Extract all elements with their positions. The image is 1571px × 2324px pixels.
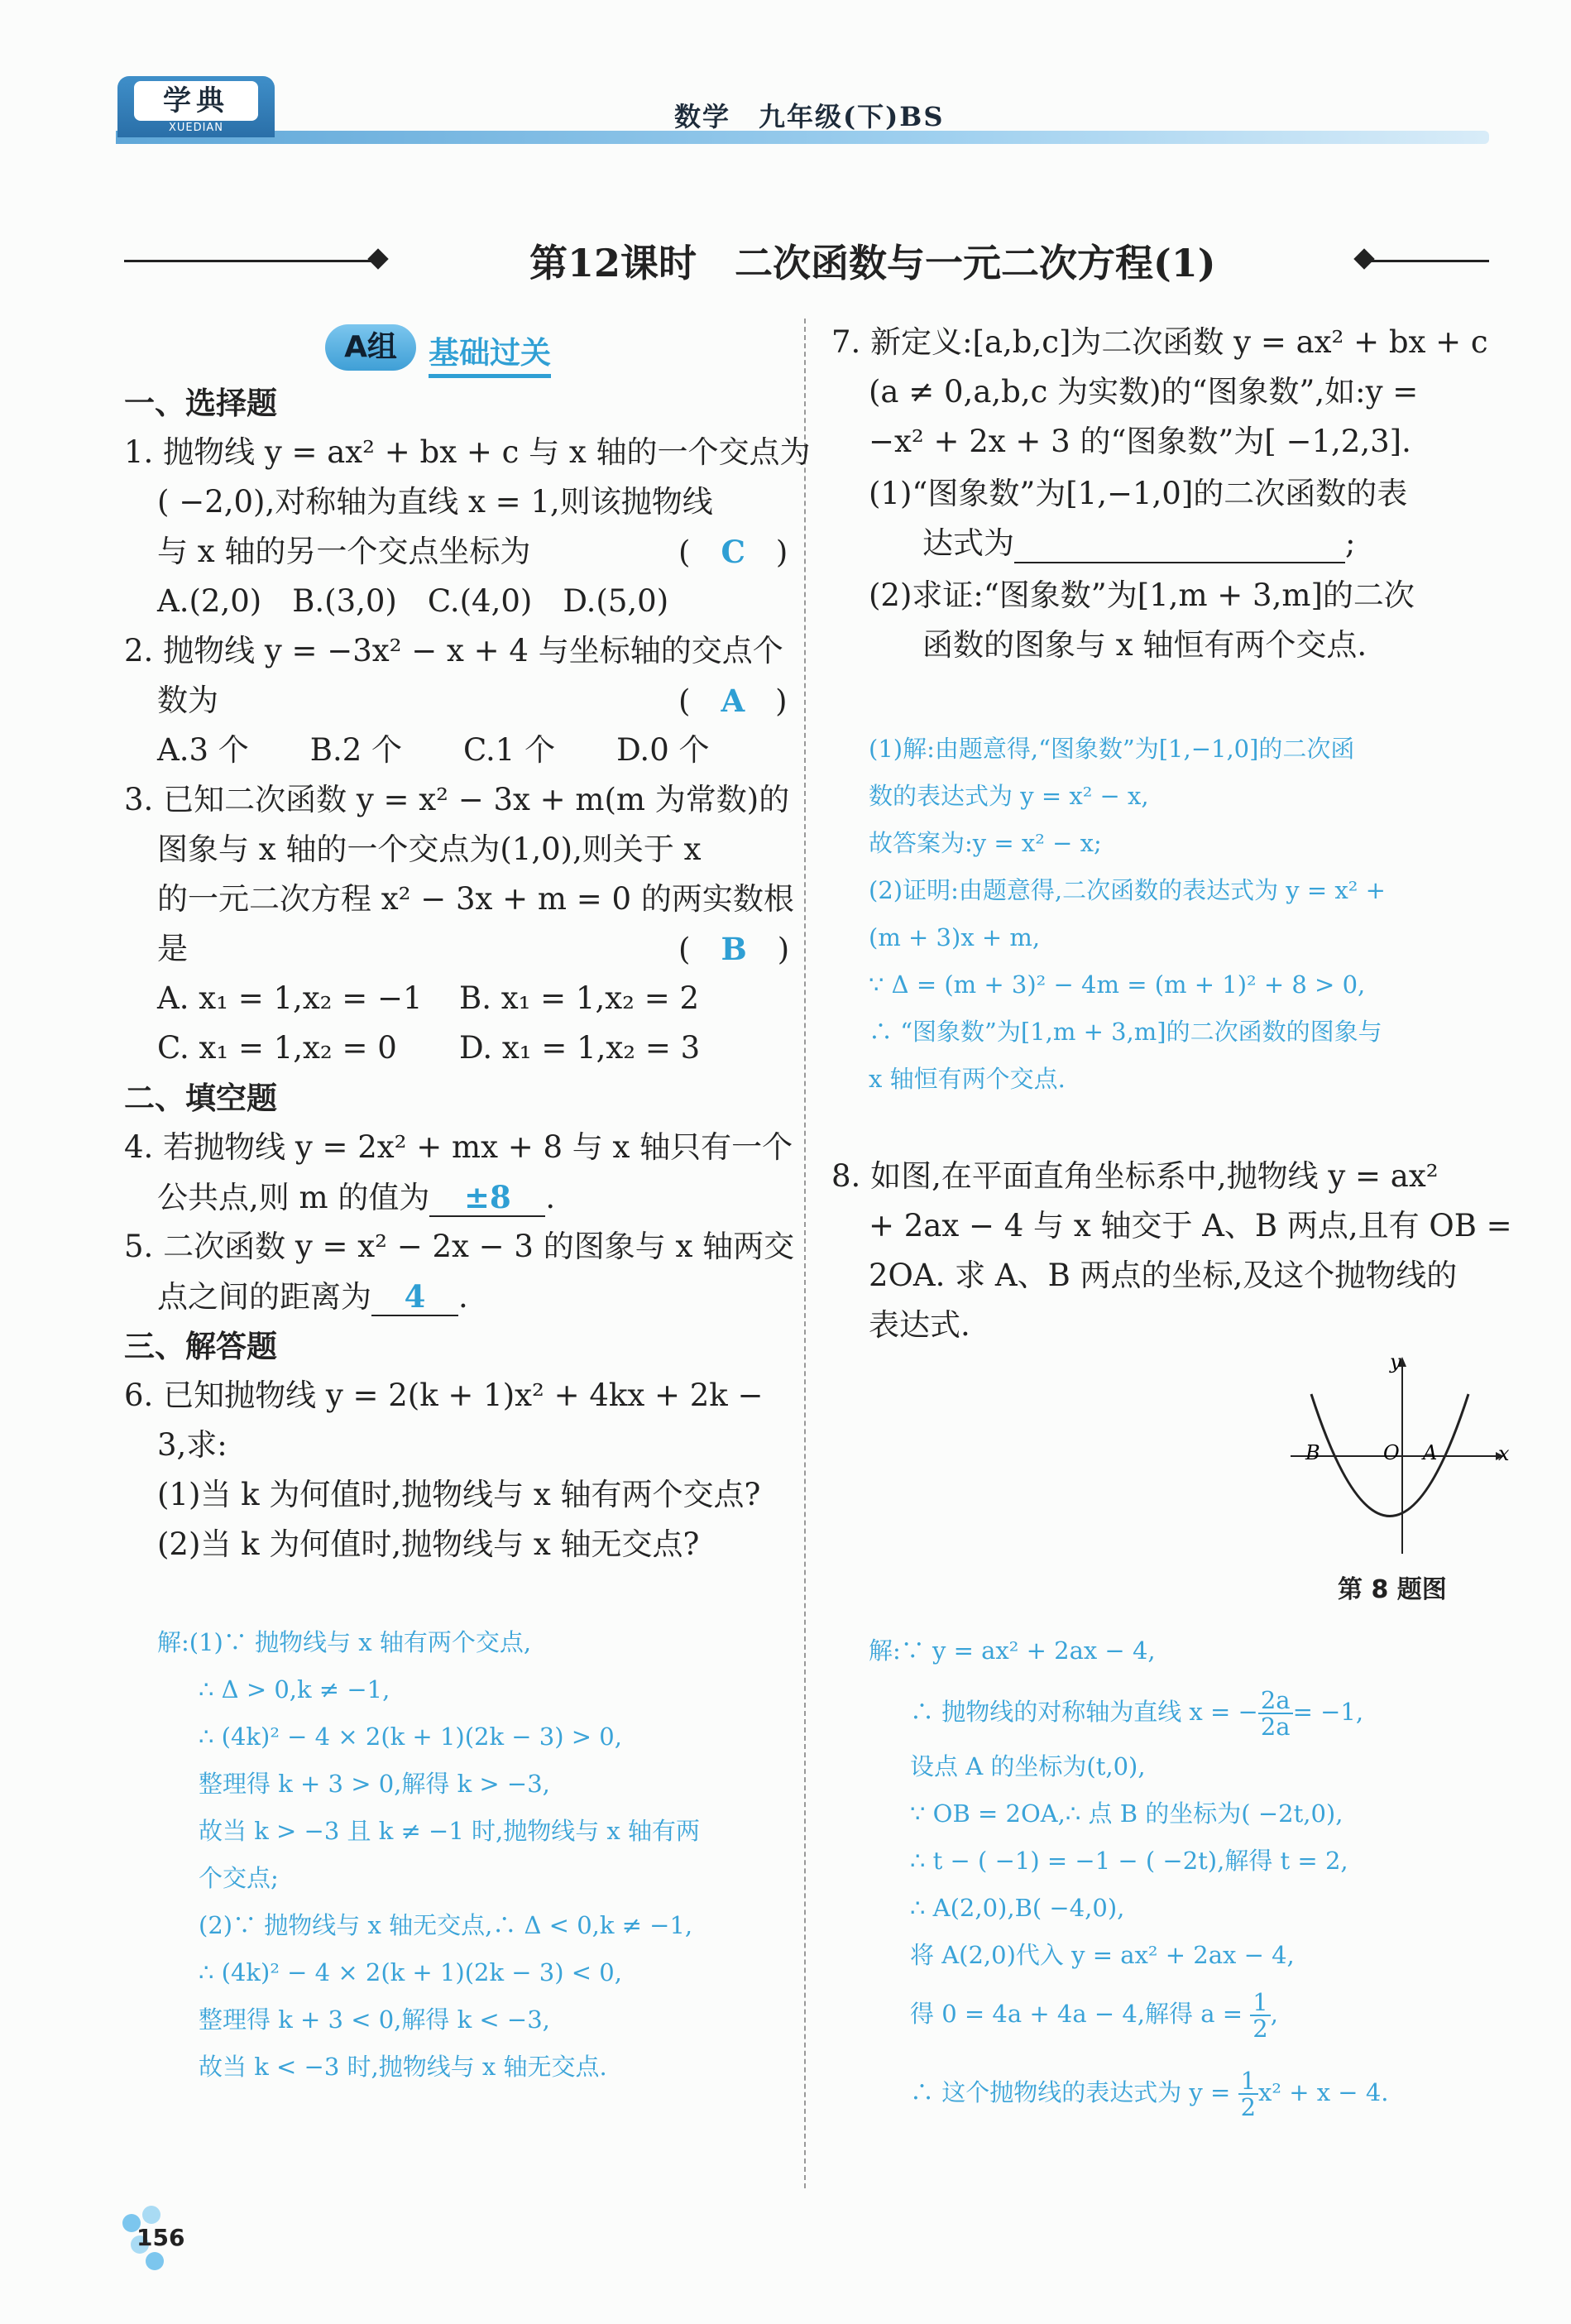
group-badge: A组	[325, 324, 416, 371]
q7-line: 达式为 ;	[922, 525, 1355, 563]
q6-line: (1)当 k 为何值时,抛物线与 x 轴有两个交点?	[157, 1477, 761, 1512]
q6-line: (2)当 k 为何值时,抛物线与 x 轴无交点?	[157, 1526, 700, 1562]
q3-line: 的一元二次方程 x² − 3x + m = 0 的两实数根	[157, 881, 794, 917]
q6-solution-line: 故当 k < −3 时,抛物线与 x 轴无交点.	[199, 2053, 607, 2081]
q1-line: 1. 抛物线 y = ax² + bx + c 与 x 轴的一个交点为	[124, 434, 811, 470]
q1-answer: ( C )	[678, 534, 788, 570]
q2-answer: ( A )	[678, 683, 788, 719]
q8-solution-line: ∴ 抛物线的对称轴为直线 x = − $\frac{2a}{2a}$ = −1,	[910, 1686, 1364, 1741]
q5-line: 5. 二次函数 y = x² − 2x − 3 的图象与 x 轴两交	[124, 1229, 795, 1264]
column-divider	[804, 319, 806, 2188]
q8-solution-line: ∴ t − ( −1) = −1 − ( −2t),解得 t = 2,	[910, 1847, 1348, 1875]
q3-option-b: B. x₁ = 1,x₂ = 2	[459, 980, 700, 1016]
q6-line: 6. 已知抛物线 y = 2(k + 1)x² + 4kx + 2k −	[124, 1378, 764, 1413]
q3-line: 是	[157, 931, 188, 966]
q3-option-d: D. x₁ = 1,x₂ = 3	[459, 1030, 701, 1066]
q3-option-a: A. x₁ = 1,x₂ = −1	[157, 980, 423, 1016]
q8-line: 表达式.	[869, 1307, 970, 1343]
q7-solution-line: x 轴恒有两个交点.	[869, 1065, 1066, 1093]
q6-solution-line: ∴ (4k)² − 4 × 2(k + 1)(2k − 3) < 0,	[199, 1958, 622, 1986]
q7-solution-line: (1)解:由题意得,“图象数”为[1,−1,0]的二次函	[869, 735, 1355, 763]
q4-line: 公共点,则 m 的值为 ±8 .	[157, 1179, 556, 1215]
q6-solution-line: ∴ (4k)² − 4 × 2(k + 1)(2k − 3) > 0,	[199, 1723, 622, 1751]
origin-label: O	[1383, 1441, 1400, 1464]
q6-line: 3,求:	[157, 1427, 228, 1463]
q1-line: ( −2,0),对称轴为直线 x = 1,则该抛物线	[157, 484, 713, 520]
q8-solution-line: 解:∵ y = ax² + 2ax − 4,	[869, 1636, 1156, 1665]
q2-options: A.3 个 B.2 个 C.1 个 D.0 个	[157, 732, 710, 768]
page-number: 156	[137, 2224, 185, 2251]
q7-line: −x² + 2x + 3 的“图象数”为[ −1,2,3].	[869, 424, 1411, 459]
q3-line: 图象与 x 轴的一个交点为(1,0),则关于 x	[157, 831, 702, 867]
q8-solution-line: 设点 A 的坐标为(t,0),	[910, 1752, 1146, 1780]
q3-answer: ( B )	[678, 931, 790, 967]
q8-line: 8. 如图,在平面直角坐标系中,抛物线 y = ax²	[831, 1158, 1439, 1194]
q7-solution-line: 数的表达式为 y = x² − x,	[869, 782, 1149, 810]
section-choice: 一、选择题	[124, 385, 277, 421]
point-b-label: B	[1305, 1441, 1320, 1464]
section-solve: 三、解答题	[124, 1328, 277, 1364]
q6-solution-line: (2)∵ 抛物线与 x 轴无交点,∴ Δ < 0,k ≠ −1,	[199, 1911, 693, 1939]
q7-solution-line: ∴ “图象数”为[1,m + 3,m]的二次函数的图象与	[869, 1018, 1382, 1046]
q7-line: (1)“图象数”为[1,−1,0]的二次函数的表	[869, 476, 1408, 511]
q7-line: (a ≠ 0,a,b,c 为实数)的“图象数”,如:y =	[869, 374, 1419, 410]
q2-line: 数为	[157, 683, 218, 718]
lesson-title-row	[124, 233, 1489, 291]
q7-solution-line: (2)证明:由题意得,二次函数的表达式为 y = x² +	[869, 876, 1386, 904]
title-rule-left	[124, 260, 372, 262]
point-a-label: A	[1423, 1441, 1438, 1464]
q6-solution-line: 故当 k > −3 且 k ≠ −1 时,抛物线与 x 轴有两	[199, 1817, 700, 1845]
y-label: y	[1390, 1350, 1401, 1373]
q6-solution-line: 个交点;	[199, 1864, 279, 1892]
q1-line: 与 x 轴的另一个交点坐标为	[157, 534, 531, 569]
title-diamond-right	[1353, 248, 1374, 269]
q8-solution-line: 得 0 = 4a + 4a − 4,解得 a = $\frac{1}{2}$ ,	[910, 1988, 1278, 2043]
x-label: x	[1498, 1442, 1510, 1465]
subject-header: 数学 九年级(下)BS	[674, 101, 945, 132]
brand-logo: 学典 XUEDIAN	[117, 76, 275, 137]
q8-solution-line: ∵ OB = 2OA,∴ 点 B 的坐标为( −2t,0),	[910, 1799, 1343, 1828]
q6-solution-line: 整理得 k + 3 > 0,解得 k > −3,	[199, 1770, 550, 1798]
q1-options: A.(2,0) B.(3,0) C.(4,0) D.(5,0)	[157, 583, 669, 619]
title-rule-right	[1365, 260, 1489, 262]
hex-decoration-icon	[142, 2206, 160, 2224]
title-diamond-left	[367, 248, 388, 269]
q6-solution-line: 解:(1)∵ 抛物线与 x 轴有两个交点,	[157, 1628, 532, 1656]
q7-solution-line: (m + 3)x + m,	[869, 923, 1041, 951]
q8-solution-line: ∴ A(2,0),B( −4,0),	[910, 1894, 1125, 1922]
q6-solution-line: ∴ Δ > 0,k ≠ −1,	[199, 1675, 390, 1703]
figure-caption: 第 8 题图	[1338, 1575, 1447, 1604]
hex-decoration-icon	[146, 2252, 164, 2270]
q2-line: 2. 抛物线 y = −3x² − x + 4 与坐标轴的交点个	[124, 633, 783, 668]
group-label: 基础过关	[429, 328, 551, 378]
q6-solution-line: 整理得 k + 3 < 0,解得 k < −3,	[199, 2005, 550, 2034]
q7-line: 函数的图象与 x 轴恒有两个交点.	[922, 627, 1367, 663]
q7-solution-line: 故答案为:y = x² − x;	[869, 829, 1102, 857]
q8-line: 2OA. 求 A、B 两点的坐标,及这个抛物线的	[869, 1258, 1458, 1293]
q8-line: + 2ax − 4 与 x 轴交于 A、B 两点,且有 OB =	[869, 1208, 1512, 1243]
q8-solution-line: 将 A(2,0)代入 y = ax² + 2ax − 4,	[910, 1941, 1295, 1969]
q5-line: 点之间的距离为 4 .	[157, 1278, 468, 1315]
q8-solution-line: ∴ 这个抛物线的表达式为 y = $\frac{1}{2}$ x² + x − 4.	[910, 2067, 1389, 2121]
q7-line: 7. 新定义:[a,b,c]为二次函数 y = ax² + bx + c	[831, 324, 1488, 360]
lesson-title: 第12课时 二次函数与一元二次方程(1)	[529, 241, 1216, 285]
q8-figure	[1291, 1349, 1510, 1555]
q7-line: (2)求证:“图象数”为[1,m + 3,m]的二次	[869, 577, 1415, 613]
q3-option-c: C. x₁ = 1,x₂ = 0	[157, 1030, 397, 1066]
q4-line: 4. 若抛物线 y = 2x² + mx + 8 与 x 轴只有一个	[124, 1129, 793, 1165]
q7-solution-line: ∵ Δ = (m + 3)² − 4m = (m + 1)² + 8 > 0,	[869, 970, 1366, 999]
section-fill: 二、填空题	[124, 1080, 277, 1116]
q3-line: 3. 已知二次函数 y = x² − 3x + m(m 为常数)的	[124, 782, 790, 817]
